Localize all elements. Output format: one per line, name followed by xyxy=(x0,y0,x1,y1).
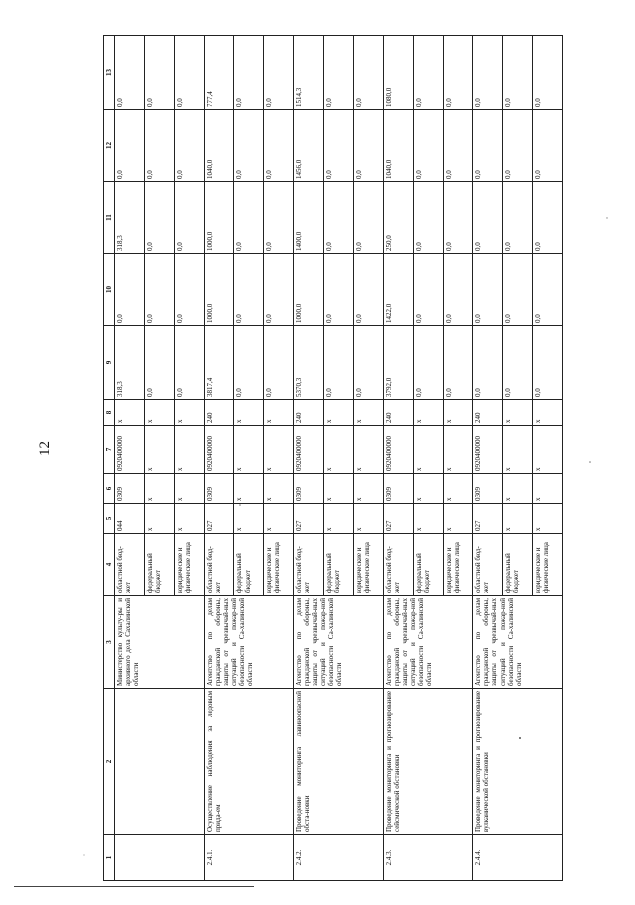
value-cell-c10: 1422,0 xyxy=(383,254,413,326)
value-cell-c12: 0,0 xyxy=(353,110,383,182)
value-cell-c6: x xyxy=(174,474,204,504)
value-cell-c10: 0,0 xyxy=(533,254,563,326)
value-cell-c11: 0,0 xyxy=(144,182,174,254)
value-cell-c7: x xyxy=(264,426,294,474)
value-cell-c8: x xyxy=(503,400,533,426)
funding-source-cell: юридические и физические лица xyxy=(443,534,473,596)
funding-source-cell: юридические и физические лица xyxy=(264,534,294,596)
value-cell-c6: 0309 xyxy=(294,474,324,504)
value-cell-c6: x xyxy=(144,474,174,504)
value-cell-c11: 0,0 xyxy=(413,182,443,254)
header-cell: 9 xyxy=(104,326,115,400)
value-cell-c12: 0,0 xyxy=(115,110,145,182)
value-cell-c5: x xyxy=(324,504,354,534)
table-body xyxy=(115,36,563,881)
header-cell: 12 xyxy=(104,110,115,182)
table-row xyxy=(383,36,413,881)
rotated-table-container xyxy=(103,36,563,881)
value-cell-c11: 318,3 xyxy=(115,182,145,254)
row-number-cell: 2.4.3. xyxy=(383,835,473,881)
header-cell: 10 xyxy=(104,254,115,326)
value-cell-c12: 0,0 xyxy=(503,110,533,182)
value-cell-c8: x xyxy=(533,400,563,426)
activity-name-cell: Проведение мониторинга лавиноопасной обста-новки xyxy=(294,689,384,835)
value-cell-c11: 1000,0 xyxy=(204,182,234,254)
value-cell-c11: 0,0 xyxy=(443,182,473,254)
value-cell-c6: 0309 xyxy=(204,474,234,504)
value-cell-c10: 0,0 xyxy=(413,254,443,326)
value-cell-c5: x xyxy=(503,504,533,534)
value-cell-c11: 0,0 xyxy=(174,182,204,254)
value-cell-c5: x xyxy=(443,504,473,534)
value-cell-c6: x xyxy=(413,474,443,504)
funding-source-cell: областной бюд-жет xyxy=(204,534,234,596)
value-cell-c6: x xyxy=(324,474,354,504)
funding-source-cell: федеральный бюджет xyxy=(324,534,354,596)
value-cell-c5: 044 xyxy=(115,504,145,534)
value-cell-c7: 0920400000 xyxy=(473,426,503,474)
value-cell-c8: 240 xyxy=(473,400,503,426)
value-cell-c9: 0,0 xyxy=(264,326,294,400)
value-cell-c5: 027 xyxy=(204,504,234,534)
value-cell-c7: 0920400000 xyxy=(383,426,413,474)
value-cell-c12: 1040,0 xyxy=(204,110,234,182)
funding-source-cell: областной бюд-жет xyxy=(473,534,503,596)
value-cell-c10: 1000,0 xyxy=(294,254,324,326)
value-cell-c13: 777,4 xyxy=(204,36,234,110)
value-cell-c12: 0,0 xyxy=(473,110,503,182)
value-cell-c9: 0,0 xyxy=(413,326,443,400)
value-cell-c12: 0,0 xyxy=(144,110,174,182)
executor-cell: Министерство культу-ры и архивного дела Сахалинской области xyxy=(115,596,205,689)
value-cell-c10: 0,0 xyxy=(115,254,145,326)
value-cell-c8: x xyxy=(443,400,473,426)
funding-source-cell: федеральный бюджет xyxy=(144,534,174,596)
value-cell-c6: x xyxy=(234,474,264,504)
value-cell-c9: 0,0 xyxy=(503,326,533,400)
table-row xyxy=(115,36,145,881)
value-cell-c8: x xyxy=(264,400,294,426)
executor-cell: Агентство по делам гражданской обороны, защиты от чрезвычай-ных ситуаций и пожар-ной безопасности Са-халинской области xyxy=(473,596,563,689)
value-cell-c8: x xyxy=(413,400,443,426)
value-cell-c9: 0,0 xyxy=(324,326,354,400)
value-cell-c8: x xyxy=(144,400,174,426)
activity-name-cell: Осуществление наблюдения за ледовым прида-ем xyxy=(204,689,294,835)
activity-name-cell: Проведение мониторинга и прогнозирование вулканической обстановки xyxy=(473,689,563,835)
value-cell-c8: x xyxy=(115,400,145,426)
funding-source-cell: областной бюд-жет xyxy=(383,534,413,596)
value-cell-c7: x xyxy=(413,426,443,474)
value-cell-c8: 240 xyxy=(204,400,234,426)
value-cell-c12: 0,0 xyxy=(443,110,473,182)
value-cell-c10: 0,0 xyxy=(503,254,533,326)
value-cell-c12: 0,0 xyxy=(413,110,443,182)
value-cell-c13: 0,0 xyxy=(473,36,503,110)
value-cell-c13: 0,0 xyxy=(503,36,533,110)
value-cell-c6: 0309 xyxy=(115,474,145,504)
funding-source-cell: юридические и физические лица xyxy=(353,534,383,596)
value-cell-c8: 240 xyxy=(294,400,324,426)
value-cell-c12: 0,0 xyxy=(533,110,563,182)
funding-source-cell: федеральный бюджет xyxy=(234,534,264,596)
funding-source-cell: областной бюд-жет xyxy=(294,534,324,596)
value-cell-c11: 0,0 xyxy=(473,182,503,254)
value-cell-c10: 0,0 xyxy=(443,254,473,326)
value-cell-c12: 0,0 xyxy=(174,110,204,182)
value-cell-c12: 0,0 xyxy=(324,110,354,182)
value-cell-c11: 0,0 xyxy=(503,182,533,254)
budget-table xyxy=(103,35,563,881)
value-cell-c7: x xyxy=(234,426,264,474)
value-cell-c6: x xyxy=(503,474,533,504)
header-row xyxy=(104,36,115,881)
value-cell-c5: x xyxy=(174,504,204,534)
value-cell-c9: 5370,3 xyxy=(294,326,324,400)
value-cell-c11: 0,0 xyxy=(234,182,264,254)
executor-cell: Агентство по делам гражданской обороны, защиты от чрезвычай-ных ситуаций и пожар-ной безопасности Са-халинской области xyxy=(204,596,294,689)
page-number: 12 xyxy=(37,441,53,456)
value-cell-c7: x xyxy=(443,426,473,474)
header-cell: 13 xyxy=(104,36,115,110)
row-number-cell: 2.4.4. xyxy=(473,835,563,881)
value-cell-c13: 0,0 xyxy=(413,36,443,110)
funding-source-cell: юридические и физические лица xyxy=(174,534,204,596)
value-cell-c13: 0,0 xyxy=(353,36,383,110)
value-cell-c7: 0920400000 xyxy=(294,426,324,474)
value-cell-c7: 0920400000 xyxy=(115,426,145,474)
value-cell-c5: 027 xyxy=(383,504,413,534)
value-cell-c13: 0,0 xyxy=(234,36,264,110)
value-cell-c11: 0,0 xyxy=(324,182,354,254)
value-cell-c7: x xyxy=(533,426,563,474)
header-cell: 8 xyxy=(104,400,115,426)
value-cell-c5: x xyxy=(533,504,563,534)
executor-cell: Агентство по делам гражданской обороны, защиты от чрезвычай-ных ситуаций и пожар-ной безопасности Са-халинской области xyxy=(383,596,473,689)
funding-source-cell: областной бюд-жет xyxy=(115,534,145,596)
value-cell-c9: 0,0 xyxy=(144,326,174,400)
value-cell-c9: 0,0 xyxy=(473,326,503,400)
value-cell-c10: 0,0 xyxy=(174,254,204,326)
value-cell-c12: 0,0 xyxy=(234,110,264,182)
value-cell-c6: x xyxy=(443,474,473,504)
value-cell-c13: 0,0 xyxy=(115,36,145,110)
value-cell-c13: 1080,0 xyxy=(383,36,413,110)
value-cell-c9: 318,3 xyxy=(115,326,145,400)
value-cell-c10: 0,0 xyxy=(144,254,174,326)
value-cell-c13: 1514,3 xyxy=(294,36,324,110)
value-cell-c11: 0,0 xyxy=(264,182,294,254)
value-cell-c13: 0,0 xyxy=(144,36,174,110)
value-cell-c5: 027 xyxy=(473,504,503,534)
header-cell: 7 xyxy=(104,426,115,474)
value-cell-c6: x xyxy=(353,474,383,504)
funding-source-cell: федеральный бюджет xyxy=(413,534,443,596)
value-cell-c7: x xyxy=(503,426,533,474)
funding-source-cell: юридические и физические лица xyxy=(533,534,563,596)
activity-name-cell: Проведение мониторинга и прогнозирование сейсмической обстановки xyxy=(383,689,473,835)
value-cell-c10: 1000,0 xyxy=(204,254,234,326)
value-cell-c10: 0,0 xyxy=(353,254,383,326)
value-cell-c13: 0,0 xyxy=(264,36,294,110)
value-cell-c8: x xyxy=(324,400,354,426)
header-cell: 2 xyxy=(104,689,115,835)
value-cell-c5: x xyxy=(353,504,383,534)
value-cell-c12: 1456,0 xyxy=(294,110,324,182)
funding-source-cell: федеральный бюджет xyxy=(503,534,533,596)
value-cell-c9: 0,0 xyxy=(174,326,204,400)
header-cell: 5 xyxy=(104,504,115,534)
activity-name-cell xyxy=(115,689,205,835)
value-cell-c10: 0,0 xyxy=(324,254,354,326)
value-cell-c12: 0,0 xyxy=(264,110,294,182)
value-cell-c8: x xyxy=(353,400,383,426)
value-cell-c9: 0,0 xyxy=(353,326,383,400)
header-cell: 4 xyxy=(104,534,115,596)
value-cell-c5: x xyxy=(264,504,294,534)
value-cell-c6: 0309 xyxy=(473,474,503,504)
table-stage xyxy=(103,36,563,881)
table-row xyxy=(204,36,234,881)
value-cell-c5: x xyxy=(413,504,443,534)
value-cell-c13: 0,0 xyxy=(533,36,563,110)
value-cell-c7: x xyxy=(144,426,174,474)
value-cell-c10: 0,0 xyxy=(234,254,264,326)
value-cell-c10: 0,0 xyxy=(264,254,294,326)
table-row xyxy=(473,36,503,881)
value-cell-c12: 1040,0 xyxy=(383,110,413,182)
value-cell-c6: x xyxy=(264,474,294,504)
header-cell: 3 xyxy=(104,596,115,689)
value-cell-c7: x xyxy=(324,426,354,474)
value-cell-c13: 0,0 xyxy=(174,36,204,110)
value-cell-c6: 0309 xyxy=(383,474,413,504)
value-cell-c11: 0,0 xyxy=(353,182,383,254)
value-cell-c13: 0,0 xyxy=(443,36,473,110)
value-cell-c9: 3817,4 xyxy=(204,326,234,400)
value-cell-c7: 0920400000 xyxy=(204,426,234,474)
row-number-cell xyxy=(115,835,205,881)
value-cell-c8: 240 xyxy=(383,400,413,426)
header-cell: 6 xyxy=(104,474,115,504)
value-cell-c5: x xyxy=(144,504,174,534)
value-cell-c11: 0,0 xyxy=(533,182,563,254)
value-cell-c6: x xyxy=(533,474,563,504)
value-cell-c8: x xyxy=(234,400,264,426)
value-cell-c9: 0,0 xyxy=(533,326,563,400)
footnote-line xyxy=(14,886,254,887)
row-number-cell: 2.4.1. xyxy=(204,835,294,881)
executor-cell: Агентство по делам гражданской обороны, защиты от чрезвычай-ных ситуаций и пожар-ной безопасности Са-халинской области xyxy=(294,596,384,689)
value-cell-c13: 0,0 xyxy=(324,36,354,110)
value-cell-c10: 0,0 xyxy=(473,254,503,326)
value-cell-c9: 0,0 xyxy=(443,326,473,400)
header-cell: 1 xyxy=(104,835,115,881)
value-cell-c8: x xyxy=(174,400,204,426)
value-cell-c9: 3792,0 xyxy=(383,326,413,400)
value-cell-c7: x xyxy=(174,426,204,474)
value-cell-c11: 250,0 xyxy=(383,182,413,254)
row-number-cell: 2.4.2. xyxy=(294,835,384,881)
value-cell-c7: x xyxy=(353,426,383,474)
value-cell-c11: 1400,0 xyxy=(294,182,324,254)
value-cell-c5: x xyxy=(234,504,264,534)
header-cell: 11 xyxy=(104,182,115,254)
table-row xyxy=(294,36,324,881)
value-cell-c9: 0,0 xyxy=(234,326,264,400)
value-cell-c5: 027 xyxy=(294,504,324,534)
